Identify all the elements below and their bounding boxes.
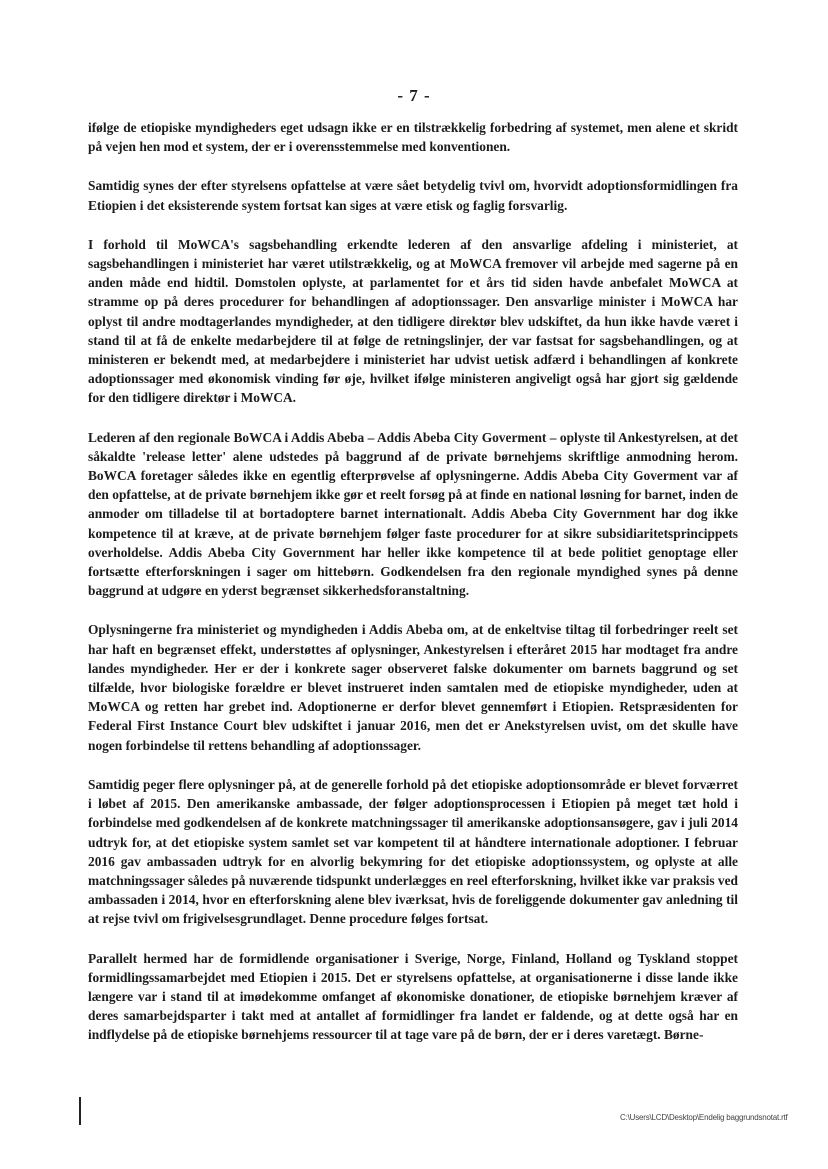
paragraph-3: I forhold til MoWCA's sagsbehandling erkendte lederen af den ansvarlige afdeling i ministeriet, at sagsbehandlingen i ministeriet har været utilstrækkelig, og at MoWCA fremover vil arbejde med sagerne på en anden måde end hidtil. Domstolen oplyste, at parlamentet for et års tid siden havde anbefalet MoWCA at stramme op på deres procedurer for behandlingen af adoptionssager. Den ansvarlige minister i MoWCA har oplyst til andre modtagerlandes myndigheder, at den tidligere direktør blev udskiftet, da hun ikke havde været i stand til at få de enkelte medarbejdere til at følge de retningslinjer, der var fastsat for sagsbehandlingen, og at ministeren er bekendt med, at medarbejdere i ministeriet har udvist uetisk adfærd i behandlingen af konkrete adoptionssager med økonomisk vinding før øje, hvilket ifølge ministeren angiveligt også har gjort sig gældende for den tidligere direktør i MoWCA. <box>88 236 738 406</box>
paragraph-2: Samtidig synes der efter styrelsens opfattelse at være sået betydelig tvivl om, hvorvidt adoptionsformidlingen fra Etiopien i det eksisterende system fortsat kan siges at være etisk og faglig forsvarlig. <box>88 178 738 213</box>
document-body <box>88 118 738 1045</box>
footer-file-path: C:\Users\LCD\Desktop\Endelig baggrundsnotat.rtf <box>620 1113 788 1122</box>
paragraph-4: Lederen af den regionale BoWCA i Addis Abeba – Addis Abeba City Goverment – oplyste til Ankestyrelsen, at det såkaldte 'release letter' alene udstedes på baggrund af de private børnehjems skriftlige anmodning herom. BoWCA foretager således ikke en egentlig efterprøvelse af oplysningerne. Addis Abeba City Goverment var af den opfattelse, at de private børnehjem ikke gør et reelt forsøg på at finde en national løsning for barnet, inden de anmoder om tilladelse til at bortadoptere barnet internationalt. Addis Abeba City Government har dog ikke kompetence til at kræve, at de private børnehjem følger faste procedurer for at sikre subsidiaritetsprincippets overholdelse. Addis Abeba City Government har heller ikke kompetence til at bede politiet genoptage eller fortsætte efterforskningen i sager om hittebørn. Godkendelsen fra den regionale myndighed synes på denne baggrund at udgøre en yderst begrænset sikkerhedsforanstaltning. <box>88 429 738 599</box>
page-number: - 7 - <box>397 86 431 105</box>
paragraph-7: Parallelt hermed har de formidlende organisationer i Sverige, Norge, Finland, Holland og Tyskland stoppet formidlingssamarbejdet med Etiopien i 2015. Det er styrelsens opfattelse, at organisationerne i disse lande ikke længere var i stand til at imødekomme omfanget af økonomiske donationer, de etiopiske børnehjem kræver af deres samarbejdsparter i takt med at antallet af formidlinger fra landet er faldende, og at dette også har en indflydelse på de etiopiske børnehjems ressourcer til at tage vare på de børn, der er i deres varetægt. Børne- <box>88 950 738 1043</box>
paragraph-6: Samtidig peger flere oplysninger på, at de generelle forhold på det etiopiske adoptionsområde er blevet forværret i løbet af 2015. Den amerikanske ambassade, der følger adoptionsprocessen i Etiopien på meget tæt hold i forbindelse med godkendelsen af de konkrete matchningssager til amerikanske adoptionsansøgere, gav i juli 2014 udtryk for, at det etiopiske system samlet set var kompetent til at håndtere internationale adoptioner. I februar 2016 gav ambassaden udtryk for en alvorlig bekymring for det etiopiske adoptionssystem, og oplyste at alle matchningssager således på nuværende tidspunkt underlægges en reel efterforskning, hvilket ikke var praksis ved ambassaden i 2014, hvor en efterforskning alene blev iværksat, hvis de foreliggende dokumenter gav anledning til at rejse tvivl om frigivelsesgrundlaget. Denne procedure følges fortsat. <box>88 776 739 927</box>
paragraph-5: Oplysningerne fra ministeriet og myndigheden i Addis Abeba om, at de enkeltvise tiltag til forbedringer reelt set har haft en begrænset effekt, understøttes af oplysninger, Ankestyrelsen i efteråret 2015 har modtaget fra andre landes myndigheder. Her er der i konkrete sager observeret falske dokumenter om barnets baggrund og set tilfælde, hvor biologiske forældre er blevet instrueret inden samtalen med de etiopiske myndigheder, uden at MoWCA og retten har grebet ind. Adoptionerne er derfor blevet gennemført i Etiopien. Retspræsidenten for Federal First Instance Court blev udskiftet i januar 2016, men det er Anekstyrelsen uvist, om det skulle have nogen forbindelse til rettens behandling af adoptionssager. <box>88 622 738 753</box>
paragraph-1: ifølge de etiopiske myndigheders eget udsagn ikke er en tilstrækkelig forbedring af systemet, men alene et skridt på vejen hen mod et system, der er i overensstemmelse med konventionen. <box>88 120 738 155</box>
margin-change-bar <box>79 1097 81 1125</box>
